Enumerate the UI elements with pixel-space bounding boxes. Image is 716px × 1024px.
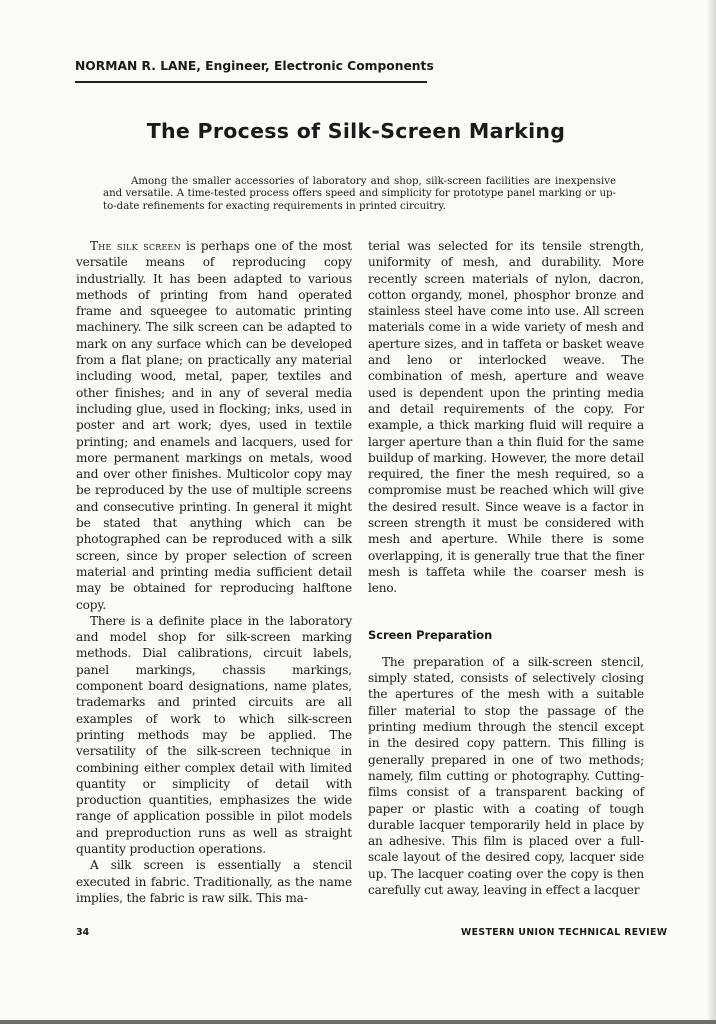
lead-in-smallcaps: The silk screen xyxy=(90,239,181,253)
journal-name: WESTERN UNION TECHNICAL REVIEW xyxy=(461,927,668,938)
article-abstract: Among the smaller accessories of laboratory and shop, silk-screen facilities are inexpensive and versatile. A time-tested process offers speed and simplicity for prototype panel marking or up-to-date refinements for exacting requirements in printed circuitry. xyxy=(103,176,616,212)
right-column xyxy=(368,238,644,898)
page-number: 34 xyxy=(76,927,90,938)
section-heading: Screen Preparation xyxy=(368,627,493,642)
article-title xyxy=(0,119,716,143)
left-paragraph-1 xyxy=(76,238,352,613)
article-title-text: The Process of Silk-Screen Marking xyxy=(146,119,566,143)
page-bottom-edge xyxy=(0,1020,716,1024)
left-paragraph-3: A silk screen is essentially a stencil executed in fabric. Traditionally, as the name implies, the fabric is raw silk. This ma- xyxy=(76,858,352,905)
right-paragraph-2: The preparation of a silk-screen stencil, simply stated, consists of selectively closing the apertures of the mesh with a suitable filler material to stop the passage of the printing medium through the stencil except in the desired copy pattern. This filling is generally prepared in one of two methods; namely, film cutting or photography. Cutting-films consist of a transparent backing of paper or plastic with a coating of tough durable lacquer temporarily held in place by an adhesive. This film is placed over a full-scale layout of the desired copy, lacquer side up. The lacquer coating over the copy is then carefully cut away, leaving in effect a lacquer xyxy=(368,654,644,897)
byline-rule xyxy=(75,81,427,83)
author-byline: NORMAN R. LANE, Engineer, Electronic Components xyxy=(75,59,434,73)
left-paragraph-2: There is a definite place in the laboratory and model shop for silk-screen marking methods. Dial calibrations, circuit labels, panel markings, chassis markings, component board designations, name plates, trademarks and printed circuits are all examples of work to which silk-screen printing methods may be applied. The versatility of the silk-screen technique in combining either complex detail with limited quantity or simplicity of detail with production quantities, emphasizes the wide range of application possible in pilot models and preproduction runs as well as straight quantity production operations. xyxy=(76,613,352,856)
left-paragraph-1-body: is perhaps one of the most versatile means of reproducing copy industrially. It has been adapted to various methods of printing from hand operated frame and squeegee to automatic printing machinery. The silk screen can be adapted to mark on any surface which can be developed from a flat plane; on practically any material including wood, metal, paper, textiles and other finishes; and in any of several media including glue, used in flocking; inks, used in poster and art work; dyes, used in textile printing; and enamels and lacquers, used for more permanent markings on metals, wood and over other finishes. Multicolor copy may be reproduced by the use of multiple screens and consecutive printing. In general it might be stated that anything which can be photographed can be reproduced with a silk screen, since by proper selection of screen material and printing media sufficient detail may be obtained for reproducing halftone copy. xyxy=(76,239,352,612)
page-edge-shadow xyxy=(708,0,716,1024)
right-paragraph-1: terial was selected for its tensile strength, uniformity of mesh, and durability. More recently screen materials of nylon, dacron, cotton organdy, monel, phosphor bronze and stainless steel have come into use. All screen materials come in a wide variety of mesh and aperture sizes, and in taffeta or basket weave and leno or interlocked weave. The combination of mesh, aperture and weave used is dependent upon the printing media and detail requirements of the copy. For example, a thick marking fluid will require a larger aperture than a thin fluid for the same buildup of marking. However, the more detail required, the finer the mesh required, so a compromise must be reached which will give the desired result. Since weave is a factor in screen strength it must be considered with mesh and aperture. While there is some overlapping, it is generally true that the finer mesh is taffeta while the coarser mesh is leno. xyxy=(368,239,644,596)
left-column xyxy=(76,238,352,906)
